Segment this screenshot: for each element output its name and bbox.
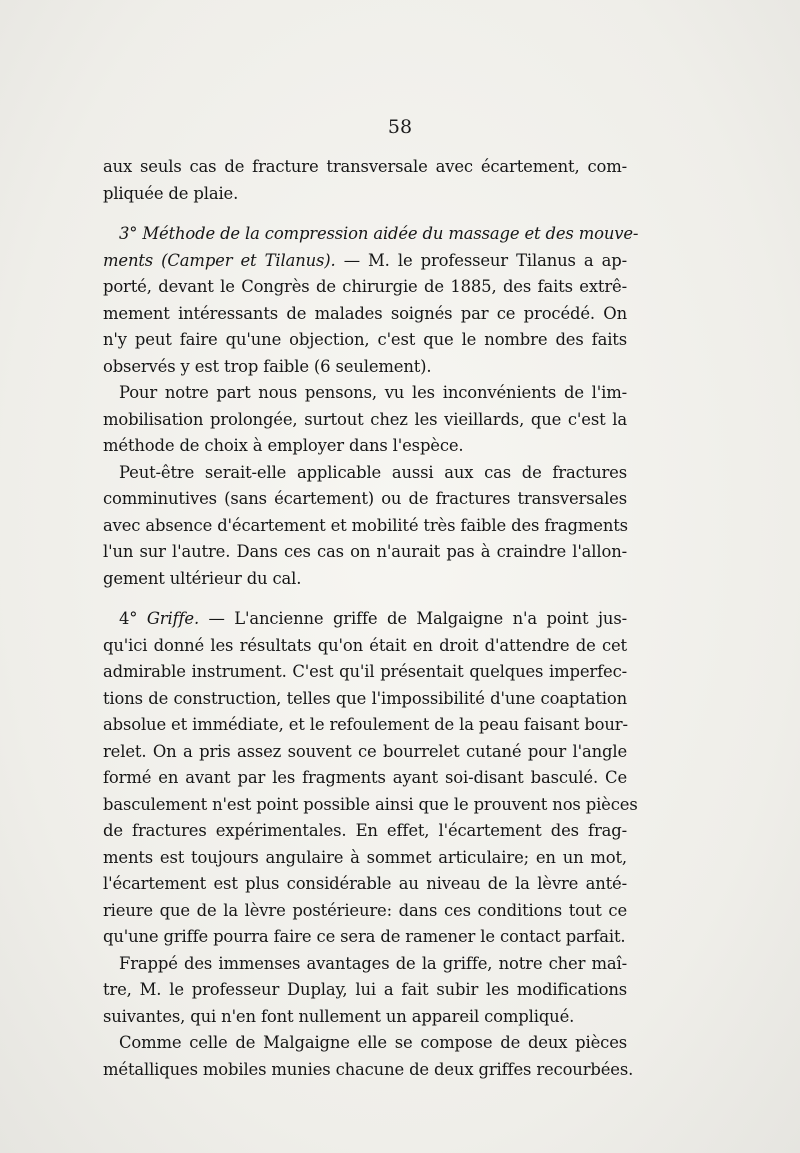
paragraph-6 bbox=[103, 951, 627, 1031]
method-3-heading: 3° Méthode de la compression aidée du massage et des mouve- bbox=[119, 224, 639, 243]
text-line: basculement n'est point possible ainsi que le prouvent nos pièces bbox=[103, 794, 638, 814]
text-line: avec absence d'écartement et mobilité très faible des fragments bbox=[103, 515, 628, 535]
text-line: Pour notre part nous pensons, vu les inconvénients de l'im- bbox=[119, 383, 627, 402]
text-line: métalliques mobiles munies chacune de deux griffes recourbées. bbox=[103, 1059, 634, 1079]
griffe-heading: Griffe. bbox=[146, 609, 200, 628]
text-line bbox=[103, 221, 639, 248]
paragraph-4 bbox=[103, 460, 627, 593]
paragraph-griffe bbox=[103, 606, 638, 951]
text-line: l'écartement est plus considérable au niveau de la lèvre anté- bbox=[103, 874, 627, 893]
text-line: n'y peut faire qu'une objection, c'est que le nombre des faits bbox=[103, 330, 627, 349]
text-line: admirable instrument. C'est qu'il présentait quelques imperfec- bbox=[103, 662, 627, 681]
body-text bbox=[103, 154, 639, 1083]
text-line: mement intéressants de malades soignés par ce procédé. On bbox=[103, 303, 627, 323]
text-fragment: — M. le professeur Tilanus a ap- bbox=[335, 250, 627, 270]
text-line: Frappé des immenses avantages de la griffe, notre cher maî- bbox=[119, 953, 627, 973]
text-line: relet. On a pris assez souvent ce bourrelet cutané pour l'angle bbox=[103, 741, 627, 761]
section-number: 4° bbox=[119, 609, 147, 628]
text-line: qu'ici donné les résultats qu'on était en droit d'attendre de cet bbox=[103, 635, 627, 655]
text-line: rieure que de la lèvre postérieure: dans ces conditions tout ce bbox=[103, 900, 627, 920]
text-line: méthode de choix à employer dans l'espèce. bbox=[103, 436, 464, 455]
method-3-authors: ments (Camper et Tilanus). bbox=[103, 250, 336, 270]
text-line: formé en avant par les fragments ayant soi-disant basculé. Ce bbox=[103, 768, 627, 787]
text-line: mobilisation prolongée, surtout chez les vieillards, que c'est la bbox=[103, 409, 627, 429]
paragraph-1 bbox=[103, 154, 627, 207]
text-line: porté, devant le Congrès de chirurgie de 1885, des faits extrê- bbox=[103, 277, 627, 296]
text-line: qu'une griffe pourra faire ce sera de ramener le contact parfait. bbox=[103, 927, 626, 946]
text-line: Comme celle de Malgaigne elle se compose de deux pièces bbox=[119, 1033, 627, 1052]
text-line: absolue et immédiate, et le refoulement de la peau faisant bour- bbox=[103, 715, 628, 734]
text-line: tions de construction, telles que l'impossibilité d'une coaptation bbox=[103, 688, 627, 708]
text-line: aux seuls cas de fracture transversale avec écartement, com- bbox=[103, 157, 627, 176]
text-line: gement ultérieur du cal. bbox=[103, 568, 302, 588]
text-line: comminutives (sans écartement) ou de fractures transversales bbox=[103, 489, 627, 508]
text-line bbox=[103, 606, 627, 633]
text-line: pliquée de plaie. bbox=[103, 183, 239, 203]
text-line: de fractures expérimentales. En effet, l'écartement des frag- bbox=[103, 821, 627, 840]
text-fragment: — L'ancienne griffe de Malgaigne n'a point jus- bbox=[199, 609, 627, 628]
paragraph-3 bbox=[103, 380, 627, 460]
page-number: 58 bbox=[387, 116, 413, 138]
paragraph-method-3 bbox=[103, 221, 639, 380]
text-line bbox=[103, 248, 627, 275]
text-line: ments est toujours angulaire à sommet articulaire; en un mot, bbox=[103, 847, 627, 867]
text-line: suivantes, qui n'en font nullement un appareil compliqué. bbox=[103, 1006, 575, 1026]
text-line: l'un sur l'autre. Dans ces cas on n'aurait pas à craindre l'allon- bbox=[103, 542, 627, 561]
text-line: Peut-être serait-elle applicable aussi aux cas de fractures bbox=[119, 462, 627, 482]
text-line: observés y est trop faible (6 seulement). bbox=[103, 356, 432, 376]
text-line: tre, M. le professeur Duplay, lui a fait subir les modifications bbox=[103, 980, 627, 999]
paragraph-7 bbox=[103, 1030, 634, 1083]
